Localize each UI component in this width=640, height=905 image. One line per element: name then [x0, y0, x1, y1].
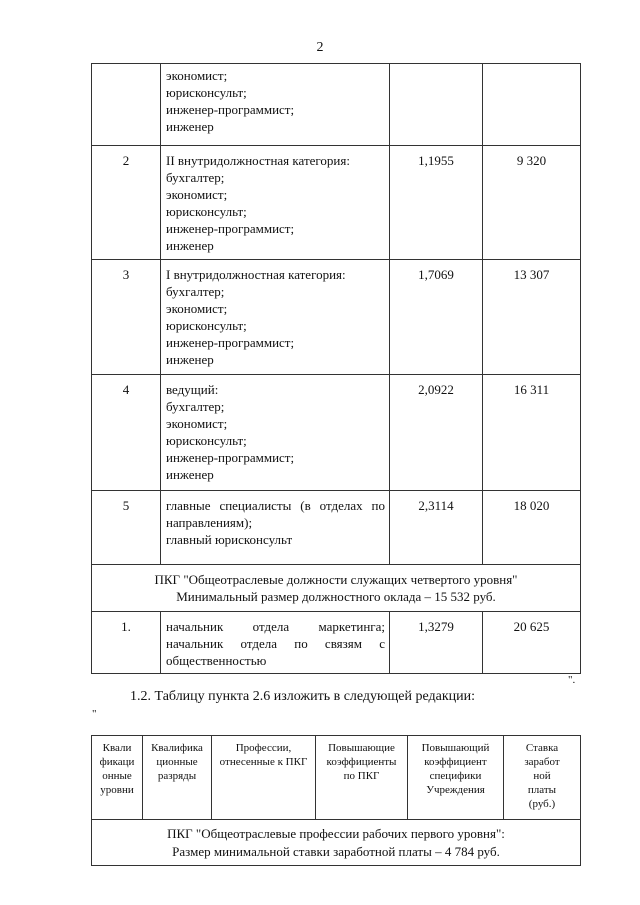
table-header-row — [92, 736, 581, 820]
header-line: коэффициенты — [326, 756, 397, 768]
header-line: отнесенные к ПКГ — [219, 756, 308, 768]
row-number: 4 — [92, 375, 161, 491]
table-row — [92, 64, 581, 146]
position-line: экономист; — [166, 301, 228, 316]
salary-table — [91, 63, 581, 674]
group-header — [92, 565, 581, 612]
header-line: разряды — [157, 770, 197, 782]
position-line: инженер — [166, 238, 214, 253]
coefficient-cell: 1,1955 — [390, 146, 483, 260]
position-line: главный юрисконсульт — [166, 532, 293, 547]
row-number: 2 — [92, 146, 161, 260]
paragraph-text: 1.2. Таблицу пункта 2.6 изложить в следующей редакции: — [130, 689, 476, 704]
group-header-row — [92, 820, 581, 866]
header-qualification-grades — [143, 736, 212, 820]
header-line: (руб.) — [528, 798, 556, 810]
header-line: Квалифика — [151, 742, 203, 754]
position-list — [161, 491, 390, 565]
table-row — [92, 612, 581, 674]
group-header-row — [92, 565, 581, 612]
table-row — [92, 146, 581, 260]
salary-cell: 13 307 — [483, 260, 581, 375]
opening-quote: " — [92, 708, 97, 720]
position-line: бухгалтер; — [166, 284, 225, 299]
position-list — [161, 146, 390, 260]
salary-cell: 16 311 — [483, 375, 581, 491]
position-line: инженер-программист; — [166, 335, 295, 350]
coefficient-cell: 1,3279 — [390, 612, 483, 674]
header-line: заработ — [524, 756, 560, 768]
header-line: по ПКГ — [343, 770, 380, 782]
header-line: Повышающий — [421, 742, 490, 754]
table-row — [92, 491, 581, 565]
salary-cell: 18 020 — [483, 491, 581, 565]
position-line: главные специалисты (в отделах по направлениям); — [166, 498, 385, 530]
position-line: бухгалтер; — [166, 399, 225, 414]
position-line: экономист; — [166, 416, 228, 431]
group-header — [92, 820, 581, 866]
header-wage-rate — [504, 736, 581, 820]
header-professions — [212, 736, 316, 820]
group-header-title: ПКГ "Общеотраслевые профессии рабочих первого уровня": — [167, 826, 505, 841]
salary-cell: 9 320 — [483, 146, 581, 260]
header-line: Квали — [102, 742, 132, 754]
header-line: Профессии, — [235, 742, 292, 754]
row-number: 5 — [92, 491, 161, 565]
position-list — [161, 64, 390, 146]
header-specific-coefficient — [408, 736, 504, 820]
position-line: юрисконсульт; — [166, 85, 247, 100]
header-line: фикаци — [99, 756, 135, 768]
closing-quote: ". — [568, 674, 576, 686]
group-header-subtitle: Минимальный размер должностного оклада – 15 532 руб. — [176, 589, 496, 604]
header-line: Ставка — [525, 742, 559, 754]
row-number: 1. — [92, 612, 161, 674]
header-line: уровни — [100, 784, 134, 796]
header-line: платы — [527, 784, 557, 796]
position-list — [161, 260, 390, 375]
coefficient-cell: 2,0922 — [390, 375, 483, 491]
group-header-title: ПКГ "Общеотраслевые должности служащих четвертого уровня" — [154, 572, 518, 587]
header-line: Учреждения — [426, 784, 485, 796]
page-number: 2 — [316, 40, 324, 55]
position-line: I внутридолжностная категория: — [166, 267, 346, 282]
row-number — [92, 64, 161, 146]
workers-rate-table — [91, 735, 581, 866]
position-line: начальник отдела маркетинга; начальник отдела по связям с общественностью — [166, 619, 385, 668]
position-line: инженер — [166, 467, 214, 482]
position-line: юрисконсульт; — [166, 433, 247, 448]
position-list — [161, 375, 390, 491]
position-line: инженер-программист; — [166, 102, 295, 117]
header-line: специфики — [429, 770, 482, 782]
position-line: экономист; — [166, 68, 228, 83]
header-line: Повышающие — [328, 742, 395, 754]
coefficient-cell: 2,3114 — [390, 491, 483, 565]
header-qualification-levels — [92, 736, 143, 820]
coefficient-cell: 1,7069 — [390, 260, 483, 375]
table-row — [92, 375, 581, 491]
header-line: ционные — [156, 756, 198, 768]
position-line: ведущий: — [166, 382, 219, 397]
position-line: II внутридолжностная категория: — [166, 153, 350, 168]
coefficient-cell — [390, 64, 483, 146]
salary-cell — [483, 64, 581, 146]
position-line: юрисконсульт; — [166, 318, 247, 333]
header-pkg-coefficients — [316, 736, 408, 820]
group-header-subtitle: Размер минимальной ставки заработной платы – 4 784 руб. — [172, 844, 500, 859]
position-line: бухгалтер; — [166, 170, 225, 185]
position-line: инженер — [166, 119, 214, 134]
header-line: коэффициент — [424, 756, 487, 768]
position-line: инженер-программист; — [166, 221, 295, 236]
header-line: онные — [102, 770, 132, 782]
position-list — [161, 612, 390, 674]
row-number: 3 — [92, 260, 161, 375]
position-line: инженер — [166, 352, 214, 367]
position-line: юрисконсульт; — [166, 204, 247, 219]
table-row — [92, 260, 581, 375]
salary-cell: 20 625 — [483, 612, 581, 674]
header-line: ной — [533, 770, 551, 782]
position-line: экономист; — [166, 187, 228, 202]
position-line: инженер-программист; — [166, 450, 295, 465]
